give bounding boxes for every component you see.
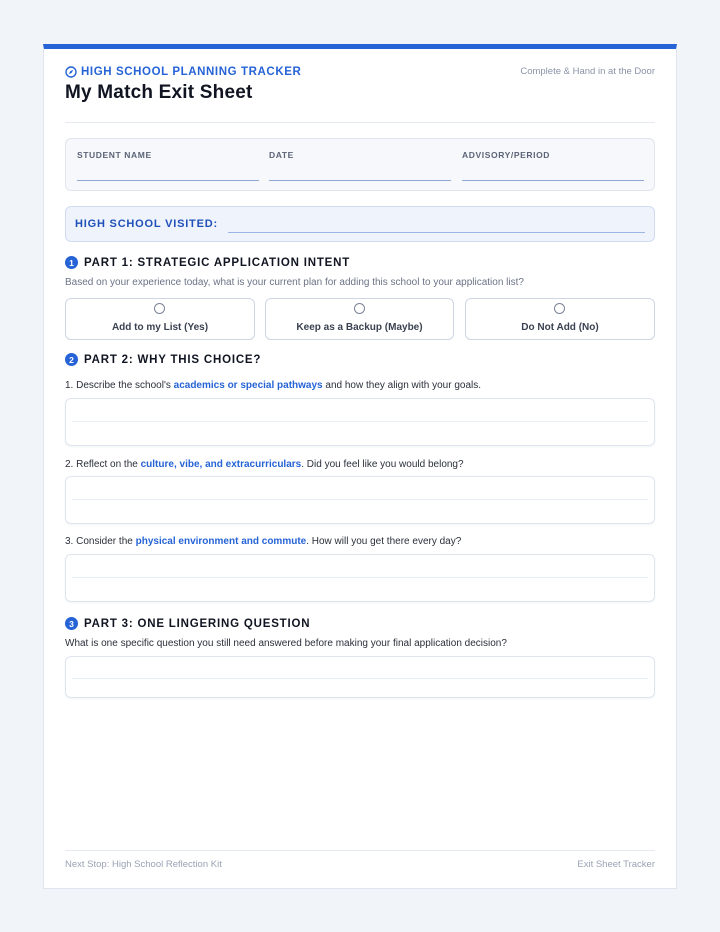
brand-text: HIGH SCHOOL PLANNING TRACKER	[81, 66, 302, 78]
choice-maybe[interactable]	[265, 298, 454, 340]
answer-line	[72, 499, 648, 500]
question-2-highlight: culture, vibe, and extracurriculars	[140, 459, 302, 470]
question-1-text-end: and how they align with your goals.	[322, 380, 482, 391]
part3-prompt: What is one specific question you still need answered before making your final application decision?	[65, 638, 507, 649]
hand-in-note: Complete & Hand in at the Door	[520, 66, 655, 77]
question-3-highlight: physical environment and commute	[135, 536, 307, 547]
part2-heading	[65, 353, 261, 366]
answer-box-4[interactable]	[65, 656, 655, 698]
date-label: DATE	[269, 150, 294, 160]
school-visited-label: HIGH SCHOOL VISITED:	[75, 218, 218, 230]
choice-yes-label: Add to my List (Yes)	[111, 322, 209, 333]
question-1-highlight: academics or special pathways	[173, 380, 323, 391]
date-line	[269, 180, 451, 181]
choice-no[interactable]	[465, 298, 655, 340]
question-3-text-end: . How will you get there every day?	[306, 536, 462, 547]
question-2-text-end: . Did you feel like you would belong?	[301, 459, 464, 470]
question-2-text: 2. Reflect on the	[65, 459, 141, 470]
radio-yes[interactable]	[154, 303, 165, 314]
answer-line	[72, 421, 648, 422]
date-field[interactable]	[269, 139, 451, 190]
part3-heading	[65, 617, 310, 630]
part2-number-badge: 2	[65, 353, 78, 366]
footer-next-stop: Next Stop: High School Reflection Kit	[65, 859, 222, 870]
worksheet-page	[43, 44, 677, 889]
page-title: My Match Exit Sheet	[65, 82, 253, 103]
part1-prompt: Based on your experience today, what is your current plan for adding this school to your application list?	[65, 277, 524, 288]
answer-box-3[interactable]	[65, 554, 655, 602]
advisory-field[interactable]	[462, 139, 644, 190]
answer-box-2[interactable]	[65, 476, 655, 524]
answer-box-1[interactable]	[65, 398, 655, 446]
choice-maybe-label: Keep as a Backup (Maybe)	[296, 322, 423, 333]
school-visited-box[interactable]	[65, 206, 655, 242]
footer-divider	[65, 850, 655, 851]
question-1-text: 1. Describe the school's	[65, 380, 174, 391]
question-3	[65, 536, 461, 547]
choice-yes[interactable]	[65, 298, 255, 340]
radio-no[interactable]	[554, 303, 565, 314]
part1-heading	[65, 256, 350, 269]
student-name-field[interactable]	[77, 139, 259, 190]
compass-icon	[65, 66, 77, 78]
footer-tracker-name: Exit Sheet Tracker	[577, 859, 655, 870]
brand	[65, 66, 301, 78]
part1-number-badge: 1	[65, 256, 78, 269]
part3-title: PART 3: ONE LINGERING QUESTION	[84, 617, 311, 630]
radio-maybe[interactable]	[354, 303, 365, 314]
question-2	[65, 459, 464, 470]
student-name-line	[77, 180, 259, 181]
question-1	[65, 380, 481, 391]
advisory-label: ADVISORY/PERIOD	[462, 150, 551, 160]
answer-line	[72, 678, 648, 679]
student-info-box	[65, 138, 655, 191]
student-name-label: STUDENT NAME	[77, 150, 152, 160]
question-3-text: 3. Consider the	[65, 536, 136, 547]
advisory-line	[462, 180, 644, 181]
part1-title: PART 1: STRATEGIC APPLICATION INTENT	[84, 256, 351, 269]
choice-no-label: Do Not Add (No)	[521, 322, 599, 333]
answer-line	[72, 577, 648, 578]
school-visited-line	[228, 232, 645, 233]
header-divider	[65, 122, 655, 123]
part3-number-badge: 3	[65, 617, 78, 630]
part2-title: PART 2: WHY THIS CHOICE?	[84, 353, 262, 366]
